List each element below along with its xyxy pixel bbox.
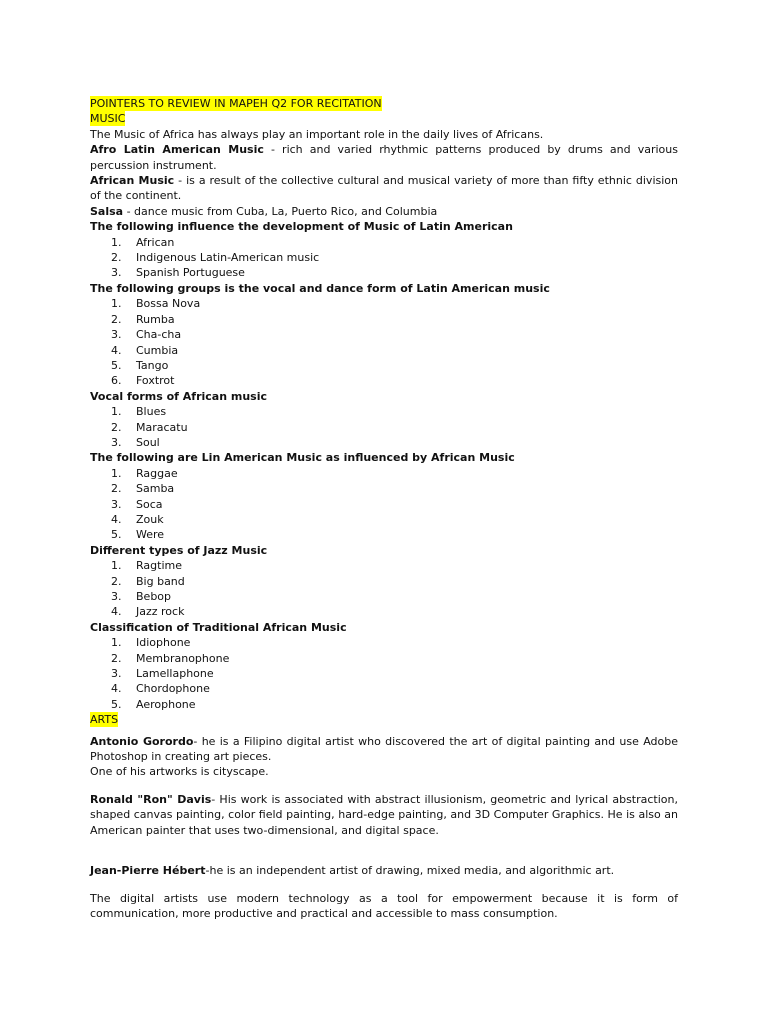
artist-name: Jean-Pierre Hébert: [90, 864, 206, 878]
list-item-text: Jazz rock: [136, 605, 185, 619]
list-item: 2. Indigenous Latin-American music: [111, 251, 320, 265]
list-african-influence: [90, 466, 678, 543]
list-item: 3. Soul: [111, 435, 160, 449]
list-item-text: Rumba: [136, 312, 175, 326]
list-item: 1. Idiophone: [111, 636, 191, 650]
list-heading-jazz: Different types of Jazz Music: [90, 543, 268, 557]
list-classification: [90, 635, 678, 712]
list-item-text: Idiophone: [136, 636, 191, 650]
list-item-text: Spanish Portuguese: [136, 266, 245, 280]
term-african-music: [90, 173, 678, 204]
term-label: Salsa: [90, 204, 124, 218]
closing-paragraph: The digital artists use modern technology as a tool for empowerment because it is form of communication, more productive and practical and accessible to mass consumption.: [90, 891, 678, 920]
term-definition: - dance music from Cuba, La, Puerto Rico, and Columbia: [123, 204, 438, 218]
list-heading-african-influence: The following are Lin American Music as influenced by African Music: [90, 451, 515, 465]
list-heading-influences: The following influence the development of Music of Latin American: [90, 220, 513, 234]
list-item: 1. Bossa Nova: [111, 297, 201, 311]
list-item-text: Indigenous Latin-American music: [136, 251, 320, 265]
list-item: 1. Ragtime: [111, 559, 182, 573]
list-item-text: Soul: [136, 435, 160, 449]
music-heading: MUSIC: [90, 112, 126, 126]
intro-paragraph: The Music of Africa has always play an important role in the daily lives of Africans.: [90, 127, 544, 141]
list-item-text: Maracatu: [136, 420, 188, 434]
term-definition: - rich and varied rhythmic patterns produced by drums and various percussion instrument.: [90, 143, 678, 172]
list-item: 3. Cha-cha: [111, 328, 182, 342]
artist-davis: [90, 792, 678, 838]
list-item-text: Bossa Nova: [136, 297, 201, 311]
term-label: African Music: [90, 174, 175, 188]
term-afro-latin: [90, 142, 678, 173]
list-heading-vocal-african: Vocal forms of African music: [90, 389, 268, 403]
list-item-text: Tango: [136, 358, 169, 372]
artist-gorordo: [90, 734, 678, 765]
arts-heading: ARTS: [90, 713, 119, 727]
list-item-text: Samba: [136, 482, 175, 496]
list-item: 6. Foxtrot: [111, 374, 175, 388]
term-label: Afro Latin American Music: [90, 143, 264, 157]
artist-name: Ronald "Ron" Davis: [90, 792, 212, 806]
list-item-text: Ragtime: [136, 559, 182, 573]
list-influences: [90, 235, 678, 281]
list-item: 2. Maracatu: [111, 420, 188, 434]
list-item-text: Cha-cha: [136, 328, 182, 342]
list-item-text: Foxtrot: [136, 374, 175, 388]
list-item-text: Soca: [136, 497, 163, 511]
list-item-text: Raggae: [136, 466, 178, 480]
artist-description: - he is a Filipino digital artist who discovered the art of digital painting and use Adobe Photoshop in creating art pieces.: [90, 734, 678, 764]
list-item: 3. Lamellaphone: [111, 667, 214, 681]
document-body: [90, 94, 678, 921]
list-item: 3. Soca: [111, 497, 163, 511]
list-item: 3. Spanish Portuguese: [111, 266, 245, 280]
title-line: [90, 96, 678, 111]
list-item-text: Lamellaphone: [136, 667, 214, 681]
list-item: 1. Blues: [111, 405, 167, 419]
list-item: 4. Jazz rock: [111, 605, 185, 619]
list-item: 5. Aerophone: [111, 697, 196, 711]
list-item: 4. Zouk: [111, 512, 164, 526]
artist-description: - His work is associated with abstract illusionism, geometric and lyrical abstraction, shaped canvas painting, color field painting, hard-edge painting, and 3D Computer Graphics. He is also an American painter that uses two-dimensional, and digital space.: [90, 792, 678, 837]
list-item-text: Blues: [136, 405, 167, 419]
list-item-text: Bebop: [136, 590, 172, 603]
list-item: 1. African: [111, 235, 175, 249]
list-item: 5. Tango: [111, 358, 169, 372]
artist-gorordo-extra: One of his artworks is cityscape.: [90, 765, 269, 779]
music-heading-line: [90, 111, 678, 126]
list-item-text: Were: [136, 528, 165, 542]
list-item-text: Aerophone: [136, 697, 196, 711]
artist-hebert: [90, 863, 678, 878]
list-item-text: Cumbia: [136, 343, 179, 357]
document-title: POINTERS TO REVIEW IN MAPEH Q2 FOR RECITATION: [90, 97, 382, 110]
list-item-text: African: [136, 235, 175, 249]
term-definition: - is a result of the collective cultural and musical variety of more than fifty ethnic division of the continent.: [90, 174, 678, 203]
list-heading-classification: Classification of Traditional African Music: [90, 620, 347, 634]
list-item-text: Membranophone: [136, 651, 230, 665]
list-item: 5. Were: [111, 528, 165, 542]
artist-description: -he is an independent artist of drawing, mixed media, and algorithmic art.: [205, 864, 615, 878]
artist-name: Antonio Gorordo: [90, 734, 194, 748]
list-item: 2. Membranophone: [111, 651, 230, 665]
list-item: 4. Chordophone: [111, 682, 210, 696]
list-item: 1. Raggae: [111, 466, 178, 480]
list-item: 4. Cumbia: [111, 343, 179, 357]
list-item: 2. Rumba: [111, 312, 175, 326]
list-item: 2. Big band: [111, 574, 185, 588]
list-vocal-dance: [90, 296, 678, 388]
list-vocal-african: [90, 404, 678, 450]
list-jazz: [90, 558, 678, 620]
list-item-text: Chordophone: [136, 682, 210, 696]
list-heading-vocal-dance: The following groups is the vocal and dance form of Latin American music: [90, 281, 550, 295]
list-item-text: Zouk: [136, 512, 164, 526]
list-item-text: Big band: [136, 574, 185, 588]
list-item: 3. Bebop: [111, 590, 172, 603]
arts-heading-line: [90, 712, 678, 727]
list-item: 2. Samba: [111, 482, 175, 496]
term-salsa: [90, 204, 678, 219]
